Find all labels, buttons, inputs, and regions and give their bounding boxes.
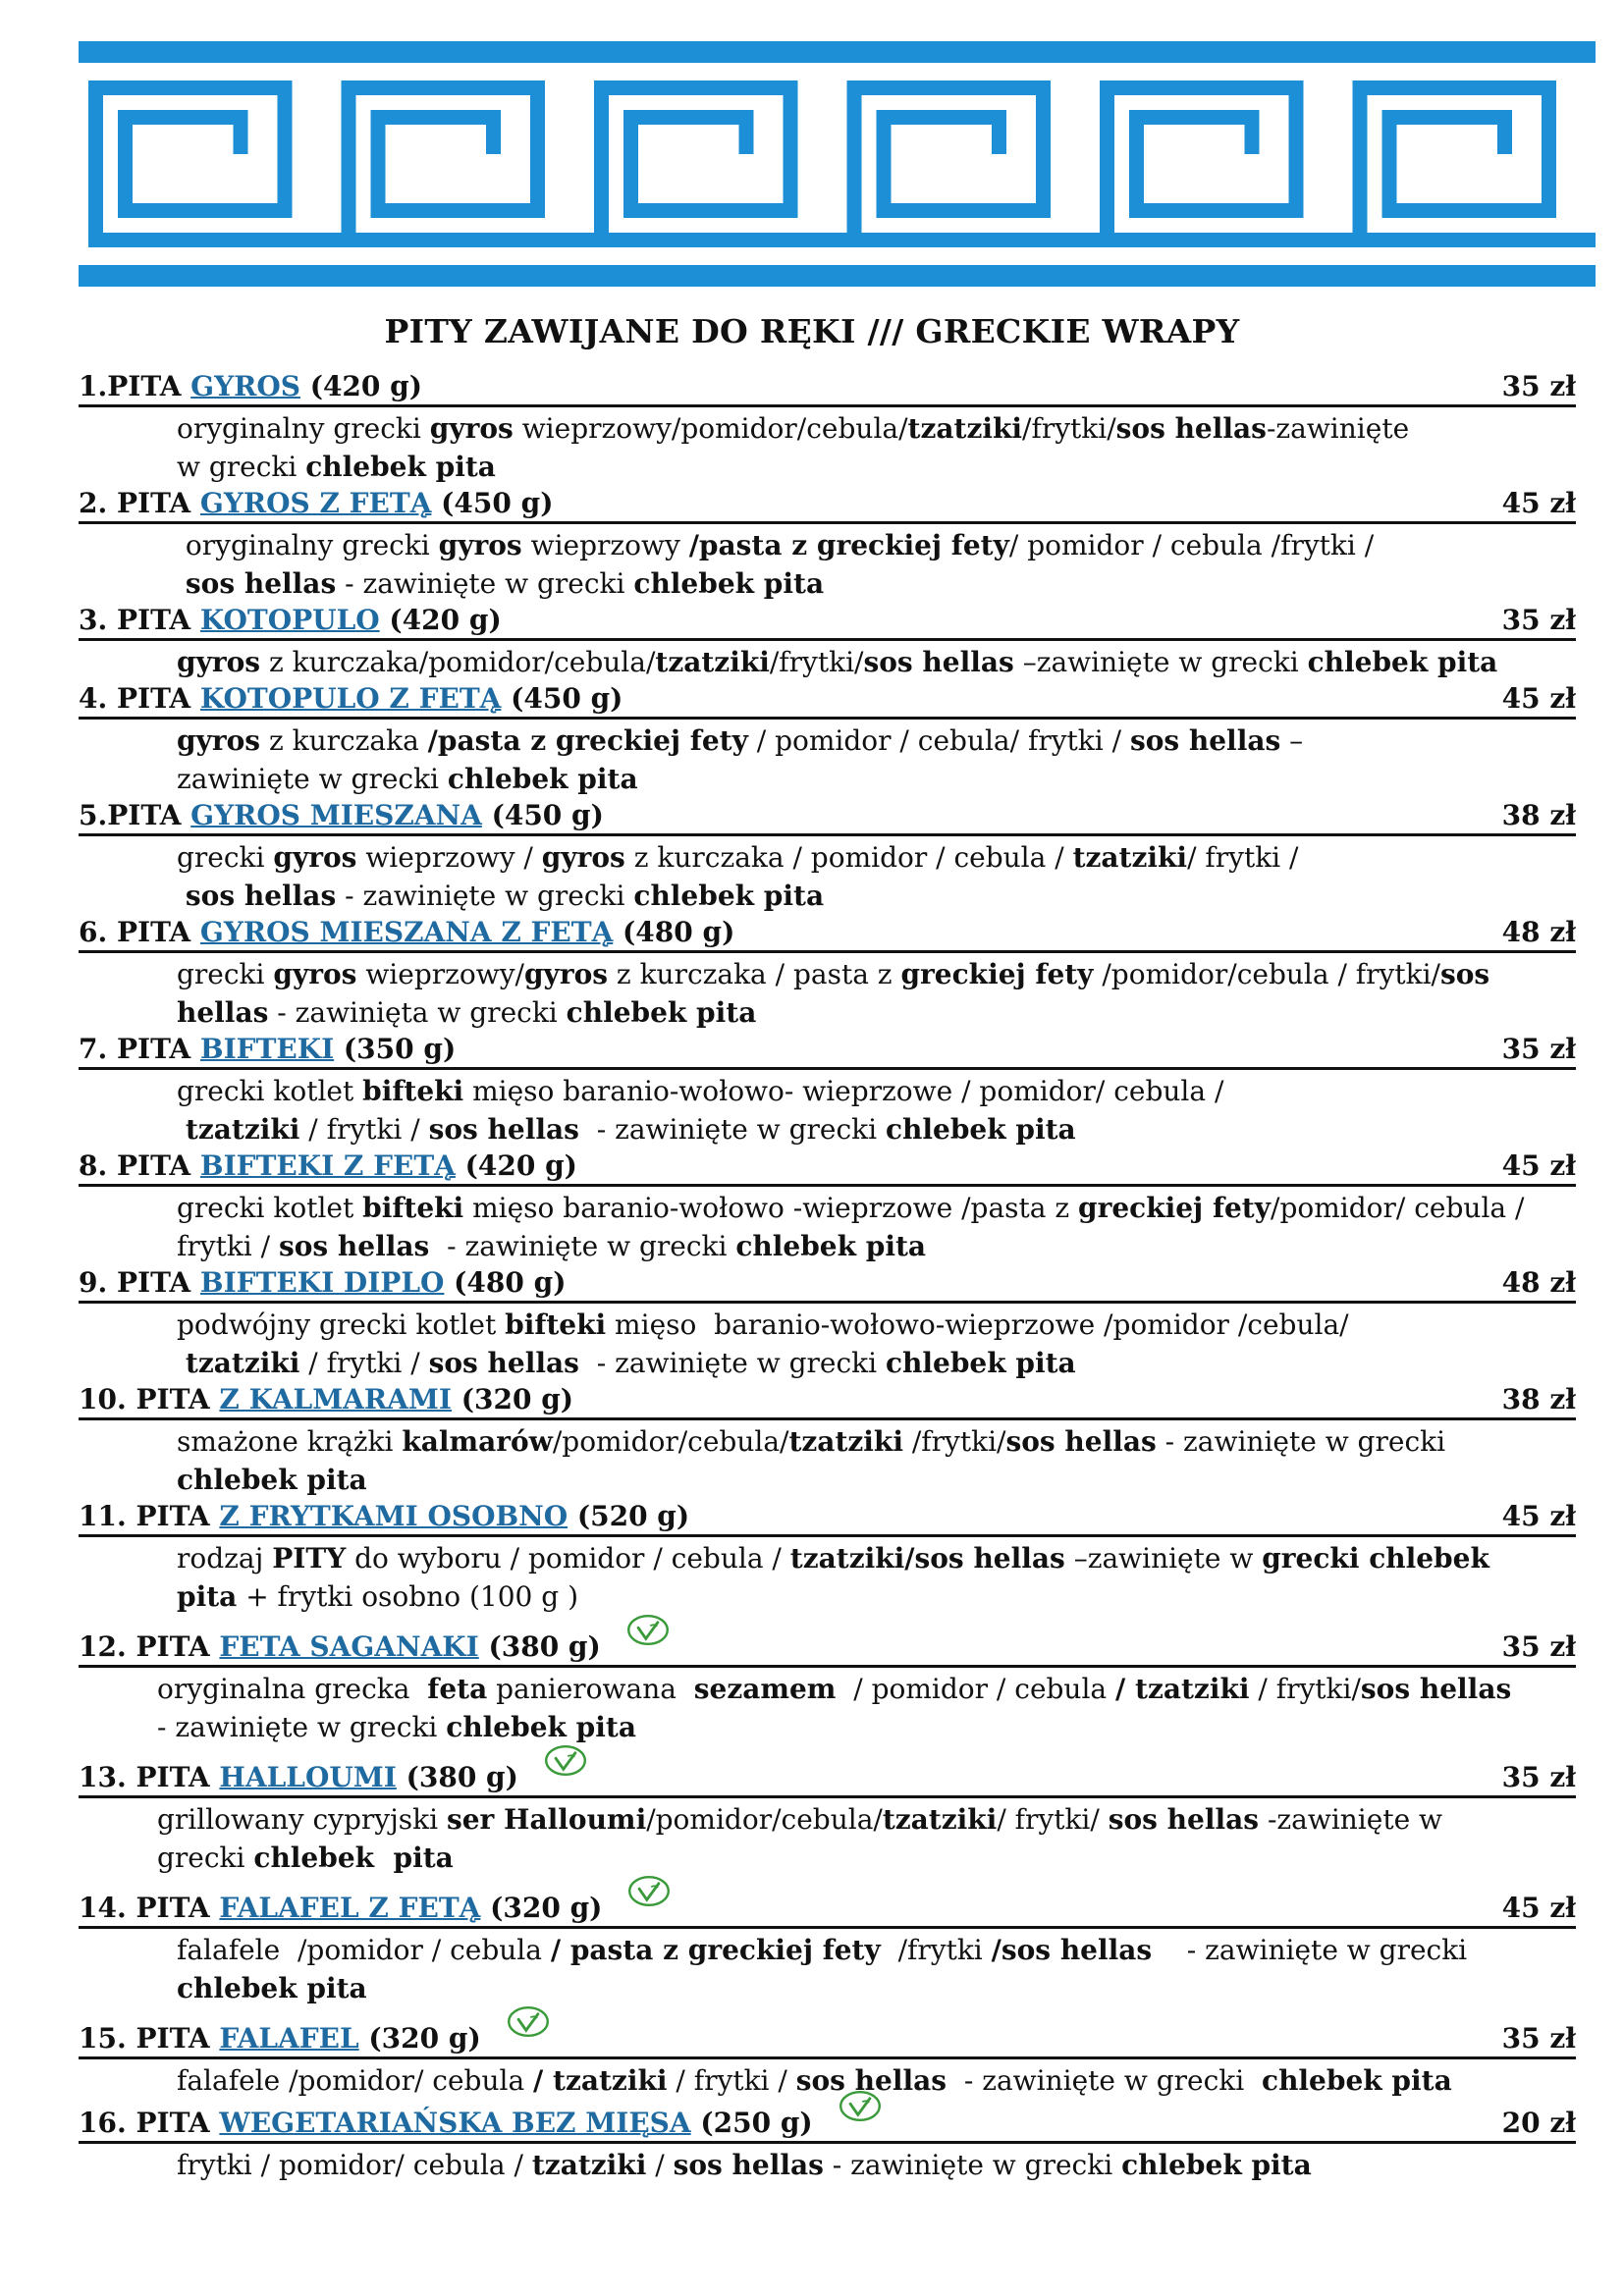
- description-text: / frytki /: [299, 1347, 429, 1379]
- description-ingredient: tzatziki: [1072, 841, 1188, 874]
- description-text: /pomidor/cebula/: [552, 1425, 789, 1458]
- description-ingredient: chlebek pita: [1262, 2064, 1452, 2097]
- description-text: /pomidor/cebula/: [646, 1803, 883, 1836]
- description-text: - zawinięte w grecki: [157, 1711, 447, 1743]
- menu-item-heading: [79, 2021, 1576, 2059]
- description-text: - zawinięte w grecki: [1152, 1934, 1468, 1966]
- description-ingredient: / pasta z greckiej fety: [550, 1934, 881, 1966]
- menu-item: [79, 1891, 1576, 2007]
- item-name: Z FRYTKAMI OSOBNO: [219, 1500, 568, 1532]
- description-ingredient: sos hellas: [673, 2149, 824, 2181]
- description-text: /pomidor/ cebula /: [1271, 1192, 1525, 1224]
- item-price: 45 zł: [1501, 487, 1576, 519]
- description-text: - zawinięte w grecki: [823, 2149, 1122, 2181]
- item-price: 35 zł: [1501, 604, 1576, 636]
- menu-item-heading: [79, 1265, 1576, 1304]
- description-text: -zawinięte: [1266, 412, 1410, 445]
- item-description: [79, 1422, 1576, 1499]
- menu-item-heading: [79, 369, 1576, 407]
- item-name: Z KALMARAMI: [219, 1383, 452, 1415]
- description-ingredient: grecki chlebek: [1262, 1542, 1489, 1575]
- description-text: falafele /pomidor/ cebula: [177, 2064, 534, 2097]
- description-ingredient: chlebek pita: [447, 763, 638, 795]
- item-number: 10. PITA: [79, 1383, 220, 1415]
- description-ingredient: / tzatziki: [1115, 1673, 1250, 1705]
- menu-item-heading: [79, 1629, 1576, 1668]
- item-weight: (420 g): [379, 604, 502, 636]
- item-description: [79, 1189, 1576, 1265]
- description-ingredient: greckiej fety: [900, 958, 1094, 990]
- description-ingredient: chlebek pita: [633, 567, 825, 600]
- description-ingredient: chlebek pita: [177, 1972, 367, 2004]
- description-text: - zawinięte w grecki: [578, 1113, 886, 1146]
- item-name: GYROS Z FETĄ: [199, 487, 432, 519]
- description-ingredient: sos hellas: [185, 567, 337, 600]
- description-ingredient: sos hellas: [795, 2064, 947, 2097]
- item-description: [79, 1800, 1576, 1877]
- description-line: [177, 643, 1556, 681]
- item-weight: (320 g): [480, 1892, 603, 1924]
- description-line: [177, 2146, 1556, 2184]
- description-text: - zawinięta w grecki: [268, 996, 567, 1029]
- description-ingredient: sos hellas: [428, 1347, 579, 1379]
- item-price: 38 zł: [1501, 799, 1576, 831]
- item-number: 6. PITA: [79, 916, 200, 948]
- item-name: BIFTEKI: [199, 1033, 335, 1065]
- menu-title: PITY ZAWIJANE DO RĘKI /// GRECKIE WRAPY: [384, 312, 1240, 350]
- description-text: -zawinięte w: [1259, 1803, 1443, 1836]
- description-line: [177, 1969, 1556, 2007]
- item-name: FALAFEL: [219, 2022, 359, 2055]
- menu-item: [79, 1148, 1576, 1265]
- description-ingredient: gyros: [541, 841, 625, 874]
- menu-items-list: [79, 369, 1576, 2184]
- menu-item: [79, 2106, 1576, 2184]
- item-price: 48 zł: [1501, 1266, 1576, 1299]
- description-ingredient: feta: [427, 1673, 488, 1705]
- item-number: 1.PITA: [79, 370, 191, 402]
- description-line: [177, 1461, 1556, 1499]
- description-line: [177, 760, 1556, 798]
- item-number: 4. PITA: [79, 682, 200, 715]
- description-line: [177, 721, 1556, 760]
- description-line: [177, 1539, 1556, 1577]
- description-ingredient: ser Halloumi: [446, 1803, 647, 1836]
- description-ingredient: sos hellas: [278, 1230, 430, 1262]
- item-price: 45 zł: [1501, 1892, 1576, 1924]
- item-description: [79, 1072, 1576, 1148]
- item-number: 8. PITA: [79, 1149, 200, 1182]
- description-ingredient: chlebek pita: [305, 451, 496, 483]
- item-weight: (350 g): [334, 1033, 457, 1065]
- item-weight: (480 g): [444, 1266, 567, 1299]
- description-line: [177, 1931, 1556, 1969]
- description-line: [177, 993, 1556, 1032]
- description-text: / pomidor / cebula: [836, 1673, 1116, 1705]
- item-number: 15. PITA: [79, 2022, 220, 2055]
- description-text: - zawinięte w grecki: [578, 1347, 886, 1379]
- description-text: - zawinięte w grecki: [336, 880, 634, 912]
- item-price: 35 zł: [1501, 1033, 1576, 1065]
- description-ingredient: gyros: [523, 958, 609, 990]
- description-text: z kurczaka / pasta z: [608, 958, 901, 990]
- description-text: do wyboru / pomidor / cebula /: [346, 1542, 790, 1575]
- description-line: [177, 1189, 1556, 1227]
- menu-item: [79, 486, 1576, 603]
- item-description: [79, 721, 1576, 798]
- item-description: [79, 955, 1576, 1032]
- menu-item-heading: [79, 1499, 1576, 1537]
- description-text: - zawinięte w grecki: [429, 1230, 736, 1262]
- description-text: [177, 1347, 186, 1379]
- description-text: z kurczaka: [260, 724, 428, 757]
- description-ingredient: chlebek pita: [177, 1464, 367, 1496]
- menu-item: [79, 1265, 1576, 1382]
- description-ingredient: gyros: [177, 724, 261, 757]
- description-text: oryginalna grecka: [157, 1673, 428, 1705]
- description-ingredient: /pasta z greckiej fety: [688, 529, 1009, 561]
- menu-item: [79, 1629, 1576, 1746]
- item-weight: (450 g): [481, 799, 604, 831]
- item-description: [79, 1931, 1576, 2007]
- description-text: panierowana: [487, 1673, 694, 1705]
- menu-item-heading: [79, 1382, 1576, 1420]
- menu-item-heading: [79, 1891, 1576, 1929]
- description-ingredient: gyros: [177, 646, 261, 678]
- description-text: / frytki /: [1187, 841, 1299, 874]
- vegetarian-leaf-icon: [507, 2005, 550, 2047]
- vegetarian-leaf-icon: [626, 1614, 670, 1655]
- description-ingredient: sos hellas: [1129, 724, 1281, 757]
- description-line: [177, 1110, 1556, 1148]
- description-ingredient: sos hellas: [1115, 412, 1267, 445]
- description-text: w grecki: [177, 451, 306, 483]
- description-text: - zawinięte w grecki: [947, 2064, 1263, 2097]
- description-text: rodzaj: [177, 1542, 273, 1575]
- item-price: 48 zł: [1501, 916, 1576, 948]
- description-text: mięso baranio-wołowo- wieprzowe / pomidor/ cebula /: [463, 1075, 1224, 1107]
- description-ingredient: kalmarów: [402, 1425, 553, 1458]
- description-ingredient: bifteki: [362, 1192, 464, 1224]
- description-ingredient: tzatziki: [531, 2149, 647, 2181]
- item-number: 14. PITA: [79, 1892, 220, 1924]
- description-line: [177, 877, 1556, 915]
- description-line: [177, 1577, 1556, 1616]
- description-ingredient: bifteki: [362, 1075, 464, 1107]
- description-text: wieprzowy /: [356, 841, 542, 874]
- description-ingredient: hellas: [177, 996, 269, 1029]
- description-ingredient: sos hellas: [1360, 1673, 1512, 1705]
- item-description: [79, 838, 1576, 915]
- item-name: BIFTEKI DIPLO: [199, 1266, 445, 1299]
- menu-item-heading: [79, 486, 1576, 524]
- item-number: 11. PITA: [79, 1500, 220, 1532]
- item-name: KOTOPULO Z FETĄ: [199, 682, 502, 715]
- description-text: grecki kotlet: [177, 1192, 363, 1224]
- item-name: KOTOPULO: [199, 604, 380, 636]
- menu-item: [79, 1499, 1576, 1616]
- item-weight: (380 g): [478, 1630, 601, 1663]
- vegetarian-leaf-icon: [544, 1744, 587, 1786]
- item-name: GYROS: [190, 370, 300, 402]
- item-name: GYROS MIESZANA Z FETĄ: [199, 916, 614, 948]
- menu-item-heading: [79, 915, 1576, 953]
- description-text: / pomidor / cebula /frytki /: [1008, 529, 1375, 561]
- description-text: /: [646, 2149, 674, 2181]
- item-weight: (420 g): [455, 1149, 577, 1182]
- description-text: –: [1280, 724, 1304, 757]
- description-text: / frytki/: [1249, 1673, 1361, 1705]
- item-price: 38 zł: [1501, 1383, 1576, 1415]
- vegetarian-leaf-icon: [839, 2090, 882, 2131]
- description-line: [157, 1800, 1556, 1839]
- item-name: BIFTEKI Z FETĄ: [199, 1149, 456, 1182]
- description-text: mięso baranio-wołowo -wieprzowe /pasta z: [463, 1192, 1079, 1224]
- description-ingredient: chlebek pita: [885, 1113, 1076, 1146]
- description-line: [177, 448, 1556, 486]
- description-text: - zawinięte w grecki: [1156, 1425, 1446, 1458]
- menu-item-heading: [79, 798, 1576, 836]
- description-ingredient: tzatziki: [185, 1347, 300, 1379]
- description-text: oryginalny grecki: [177, 412, 430, 445]
- item-price: 20 zł: [1501, 2107, 1576, 2139]
- description-ingredient: bifteki: [505, 1308, 607, 1341]
- item-price: 35 zł: [1501, 1761, 1576, 1793]
- menu-item: [79, 915, 1576, 1032]
- description-ingredient: sezamem: [693, 1673, 837, 1705]
- item-number: 9. PITA: [79, 1266, 200, 1299]
- item-price: 45 zł: [1501, 682, 1576, 715]
- description-ingredient: sos hellas: [1108, 1803, 1260, 1836]
- item-weight: (380 g): [396, 1761, 518, 1793]
- menu-item-heading: [79, 1148, 1576, 1187]
- description-ingredient: chlebek pita: [446, 1711, 636, 1743]
- description-line: [177, 1306, 1556, 1344]
- description-text: grecki: [157, 1842, 254, 1874]
- item-weight: (320 g): [358, 2022, 481, 2055]
- item-weight: (480 g): [613, 916, 735, 948]
- description-line: [177, 1344, 1556, 1382]
- item-description: [79, 409, 1576, 486]
- description-ingredient: /sos hellas: [991, 1934, 1153, 1966]
- description-ingredient: gyros: [429, 412, 514, 445]
- description-ingredient: gyros: [273, 958, 357, 990]
- description-line: [177, 526, 1556, 564]
- description-ingredient: sos hellas: [863, 646, 1014, 678]
- description-line: [177, 564, 1556, 603]
- item-number: 3. PITA: [79, 604, 200, 636]
- description-ingredient: chlebek pita: [566, 996, 757, 1029]
- description-line: [177, 409, 1556, 448]
- item-description: [79, 643, 1576, 681]
- menu-item-heading: [79, 2106, 1576, 2144]
- item-description: [79, 2146, 1576, 2184]
- description-text: falafele /pomidor / cebula: [177, 1934, 551, 1966]
- menu-item-heading: [79, 1760, 1576, 1798]
- description-text: /pomidor/cebula / frytki/: [1093, 958, 1440, 990]
- menu-item: [79, 798, 1576, 915]
- description-text: [177, 1113, 186, 1146]
- description-ingredient: greckiej fety: [1078, 1192, 1272, 1224]
- description-ingredient: chlebek pita: [735, 1230, 927, 1262]
- menu-item: [79, 369, 1576, 486]
- description-text: z kurczaka / pomidor / cebula /: [624, 841, 1073, 874]
- menu-item-heading: [79, 681, 1576, 720]
- description-ingredient: PITY: [272, 1542, 347, 1575]
- item-weight: (250 g): [690, 2107, 813, 2139]
- description-text: z kurczaka/pomidor/cebula/: [260, 646, 656, 678]
- description-ingredient: sos hellas: [428, 1113, 579, 1146]
- description-text: grecki: [177, 958, 274, 990]
- item-number: 13. PITA: [79, 1761, 220, 1793]
- description-line: [177, 1422, 1556, 1461]
- item-name: WEGETARIAŃSKA BEZ MIĘSA: [219, 2107, 691, 2139]
- description-text: /frytki: [880, 1934, 992, 1966]
- description-text: grecki kotlet: [177, 1075, 363, 1107]
- description-text: - zawinięte w grecki: [336, 567, 634, 600]
- description-line: [157, 1670, 1556, 1708]
- item-weight: (420 g): [299, 370, 422, 402]
- description-ingredient: chlebek pita: [885, 1347, 1076, 1379]
- description-ingredient: chlebek pita: [1307, 646, 1498, 678]
- description-ingredient: gyros: [273, 841, 357, 874]
- description-ingredient: tzatziki: [907, 412, 1023, 445]
- description-text: wieprzowy/: [356, 958, 524, 990]
- description-line: [177, 838, 1556, 877]
- item-weight: (450 g): [431, 487, 554, 519]
- item-name: GYROS MIESZANA: [190, 799, 482, 831]
- item-description: [79, 2061, 1576, 2100]
- item-weight: (520 g): [568, 1500, 690, 1532]
- description-line: [157, 1839, 1556, 1877]
- menu-item: [79, 603, 1576, 681]
- item-price: 35 zł: [1501, 1630, 1576, 1663]
- menu-item-heading: [79, 603, 1576, 641]
- item-number: 12. PITA: [79, 1630, 220, 1663]
- description-text: [177, 567, 186, 600]
- description-text: podwójny grecki kotlet: [177, 1308, 506, 1341]
- description-text: frytki /: [177, 1230, 279, 1262]
- description-ingredient: tzatziki: [882, 1803, 998, 1836]
- menu-item: [79, 681, 1576, 798]
- item-price: 35 zł: [1501, 2022, 1576, 2055]
- menu-item-heading: [79, 1032, 1576, 1070]
- description-ingredient: gyros: [438, 529, 522, 561]
- menu-item: [79, 1760, 1576, 1877]
- description-text: grecki: [177, 841, 274, 874]
- description-line: [177, 955, 1556, 993]
- item-description: [79, 1306, 1576, 1382]
- description-line: [177, 1072, 1556, 1110]
- description-ingredient: chlebek pita: [633, 880, 825, 912]
- description-text: /frytki/: [902, 1425, 1006, 1458]
- item-price: 45 zł: [1501, 1500, 1576, 1532]
- description-ingredient: /pasta z greckiej fety: [427, 724, 748, 757]
- description-ingredient: pita: [177, 1580, 238, 1613]
- item-description: [79, 1670, 1576, 1746]
- description-text: / pomidor / cebula/ frytki /: [747, 724, 1130, 757]
- description-ingredient: tzatziki: [185, 1113, 300, 1146]
- description-text: mięso baranio-wołowo-wieprzowe /pomidor /cebula/: [606, 1308, 1349, 1341]
- item-weight: (450 g): [501, 682, 623, 715]
- description-text: smażone krążki: [177, 1425, 403, 1458]
- menu-item: [79, 1382, 1576, 1499]
- description-text: /frytki/: [769, 646, 864, 678]
- greek-key-banner: [79, 41, 1596, 287]
- item-weight: (320 g): [452, 1383, 574, 1415]
- description-line: [157, 1708, 1556, 1746]
- item-name: FETA SAGANAKI: [219, 1630, 479, 1663]
- description-ingredient: / tzatziki: [533, 2064, 668, 2097]
- description-ingredient: tzatziki: [788, 1425, 903, 1458]
- item-number: 7. PITA: [79, 1033, 200, 1065]
- description-ingredient: sos hellas: [185, 880, 337, 912]
- description-text: / frytki/: [997, 1803, 1109, 1836]
- description-ingredient: tzatziki/sos hellas: [789, 1542, 1065, 1575]
- description-line: [177, 1227, 1556, 1265]
- description-text: frytki / pomidor/ cebula /: [177, 2149, 532, 2181]
- description-text: / frytki /: [667, 2064, 796, 2097]
- item-name: FALAFEL Z FETĄ: [219, 1892, 481, 1924]
- description-text: –zawinięte w grecki: [1013, 646, 1308, 678]
- description-text: wieprzowy/pomidor/cebula/: [513, 412, 908, 445]
- description-text: /frytki/: [1022, 412, 1116, 445]
- description-ingredient: sos hellas: [1005, 1425, 1157, 1458]
- vegetarian-leaf-icon: [627, 1875, 671, 1916]
- description-text: [177, 880, 186, 912]
- description-ingredient: sos: [1439, 958, 1490, 990]
- description-text: zawinięte w grecki: [177, 763, 448, 795]
- item-number: 16. PITA: [79, 2107, 220, 2139]
- menu-item: [79, 2021, 1576, 2100]
- description-ingredient: chlebek pita: [253, 1842, 454, 1874]
- description-ingredient: tzatziki: [655, 646, 770, 678]
- description-text: wieprzowy: [521, 529, 689, 561]
- item-price: 35 zł: [1501, 370, 1576, 402]
- item-description: [79, 526, 1576, 603]
- description-ingredient: chlebek pita: [1121, 2149, 1312, 2181]
- description-text: grillowany cypryjski: [157, 1803, 447, 1836]
- item-number: 5.PITA: [79, 799, 191, 831]
- item-number: 2. PITA: [79, 487, 200, 519]
- item-name: HALLOUMI: [219, 1761, 397, 1793]
- description-text: / frytki /: [299, 1113, 429, 1146]
- menu-item: [79, 1032, 1576, 1148]
- item-price: 45 zł: [1501, 1149, 1576, 1182]
- item-description: [79, 1539, 1576, 1616]
- description-text: –zawinięte w: [1064, 1542, 1263, 1575]
- description-text: oryginalny grecki: [177, 529, 439, 561]
- description-text: + frytki osobno (100 g ): [237, 1580, 579, 1613]
